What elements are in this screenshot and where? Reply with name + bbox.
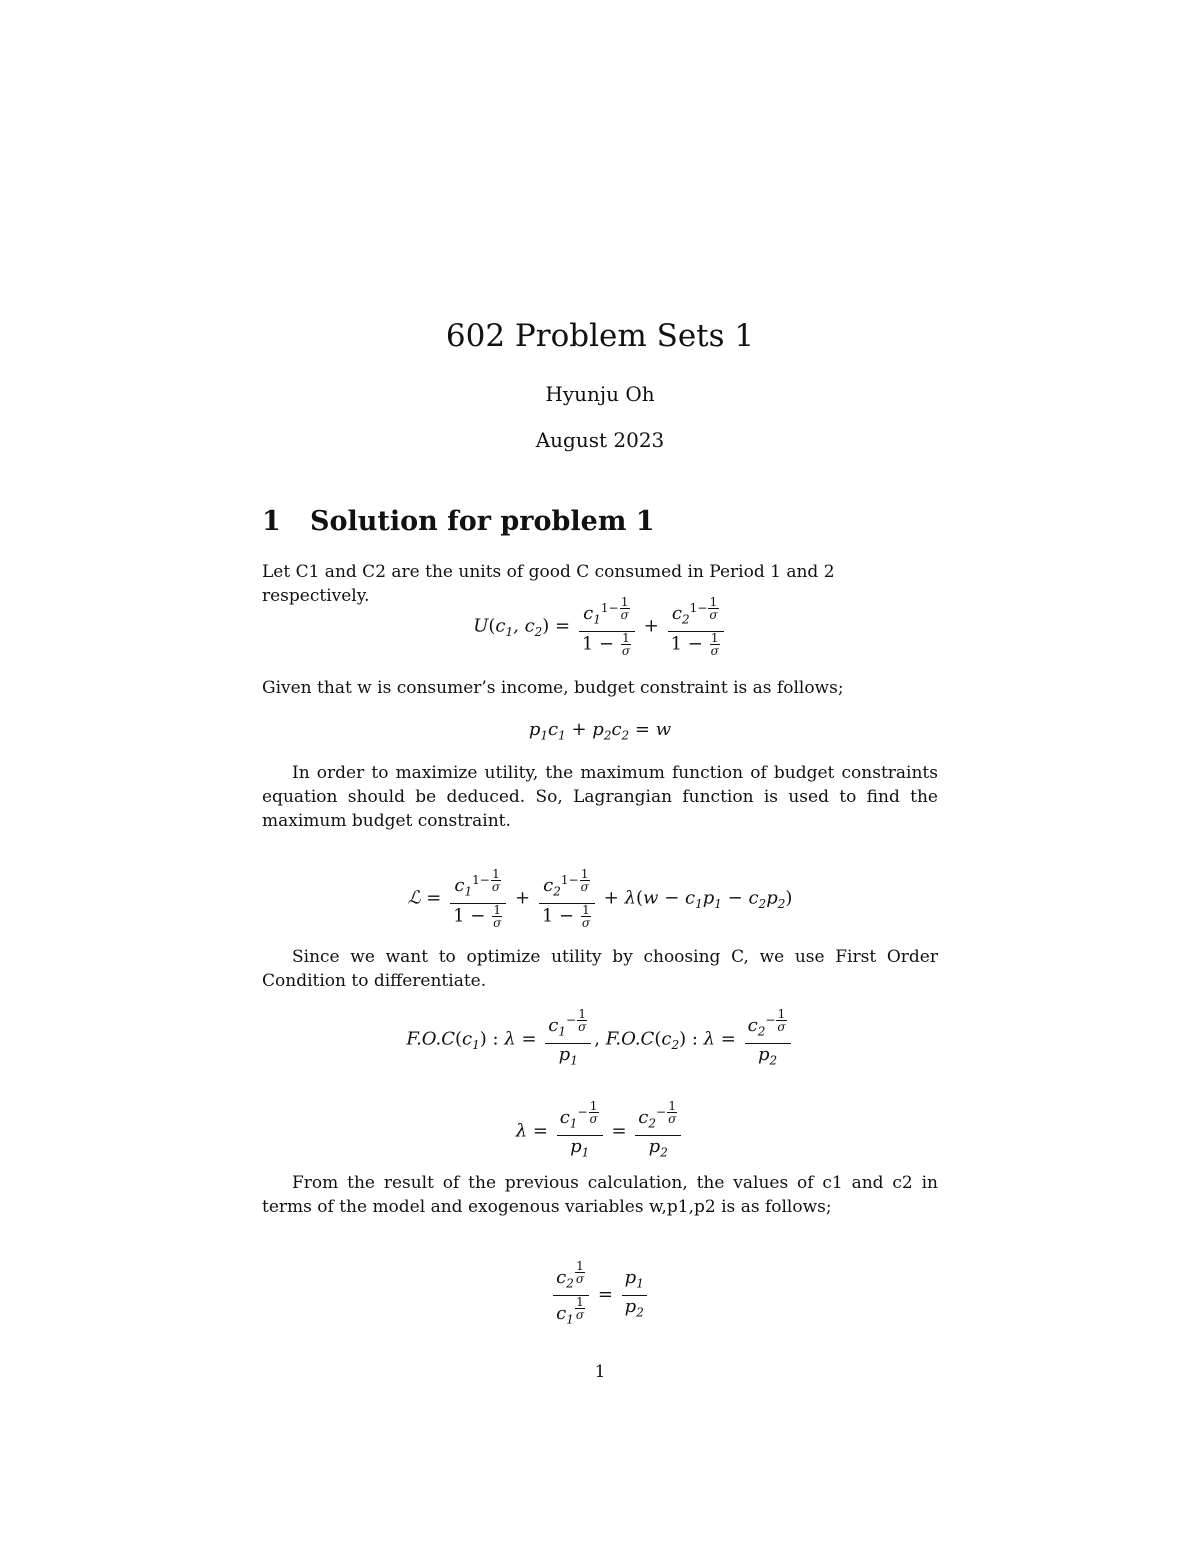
page-number: 1 [594,1362,606,1382]
paper-author: Hyunju Oh [545,382,655,406]
paragraph-2: Given that w is consumer’s income, budget constraint is as follows; [262,678,844,698]
section-heading [262,506,655,537]
paragraph-5: From the result of the previous calculation, the values of c1 and c2 in terms of the model and exogenous variables w,p1,p2 is as follows; [262,1173,938,1217]
paragraph-4: Since we want to optimize utility by choosing C, we use First Order Condition to differentiate. [262,947,938,991]
equation-utility: $U(c_1$, $c_2$) = $c_1^{1- \frac{1}{\sigma}}$ 1 − $\frac{1}{\sigma}$ + $c_2^{1- \frac{1}{\sigma}}$ 1 − $\frac{1}{\sigma}$ [262,596,938,657]
equation-lambda: λ = $c_1^{- \frac{1}{\sigma}}$ $p_1$ = $c_2^{- \frac{1}{\sigma}}$ $p_2$ [262,1100,938,1163]
equation-ratio: $c_2$ $^{\frac{1}{\sigma}}$ $c_1$ $^{\frac{1}{\sigma}}$ = $\frac{p_1}{p_2}$ [262,1260,938,1330]
equation-budget: $p_1c_1 + p_2c_2 = w$ [528,719,672,743]
equation-lagrangian: ℒ = $c_1^{1- \frac{1}{\sigma}}$ 1 − $\frac{1}{\sigma}$ + $c_2^{1- \frac{1}{\sigma}}$ 1 − $\frac{1}{\sigma}$ + $\lambda(w - c_1p_1 - c_2p_2)$ [407,867,793,930]
section-number: 1 [262,506,281,537]
paper-date: August 2023 [535,428,665,452]
paragraph-1: Let C1 and C2 are the units of good C consumed in Period 1 and 2 respectively. [262,562,835,606]
paper-title: 602 Problem Sets 1 [445,318,755,354]
section-title: Solution for problem 1 [310,506,655,537]
equation-foc: $F.O.C(c_1)$ : λ = $c_1^{- \frac{1}{\sigma}}$ $p_1$ , $F.O.C(c_2)$ : λ = $c_2^{- \frac{1}{\sigma}}$ $p_2$ [262,1008,938,1071]
paragraph-3: In order to maximize utility, the maximum function of budget constraints equation should be deduced. So, Lagrangian function is used to find the maximum budget constraint. [262,763,938,831]
